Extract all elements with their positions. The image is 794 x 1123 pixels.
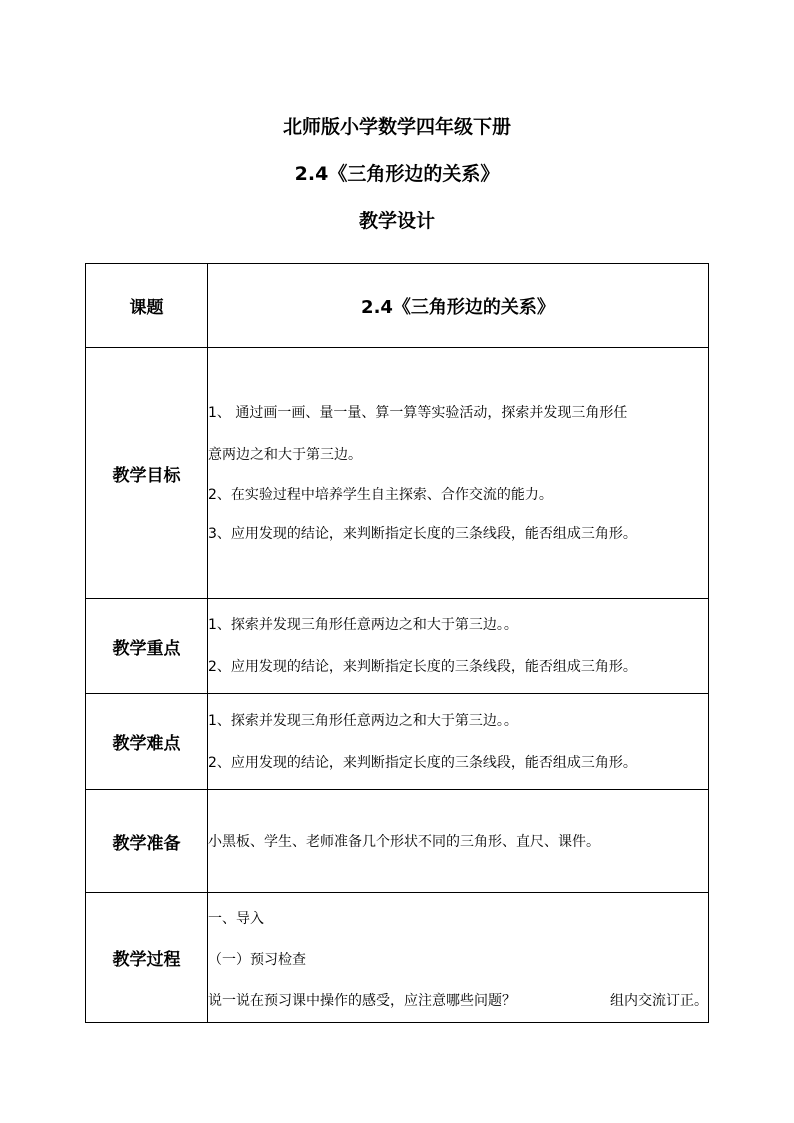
document-header [0, 104, 794, 245]
header-textbook: 北师版小学数学四年级下册 [282, 116, 511, 138]
goal-line: 3、应用发现的结论，来判断指定长度的三条线段，能否组成三角形。 [208, 526, 637, 542]
key-point-line: 2、应用发现的结论，来判断指定长度的三条线段，能否组成三角形。 [208, 659, 637, 675]
process-content [208, 893, 709, 1023]
process-question: 说一说在预习课中操作的感受，应注意哪些问题？ [208, 993, 516, 1009]
row-process [86, 893, 709, 1023]
process-line-discuss [208, 981, 708, 1022]
lesson-plan-table [85, 263, 709, 1023]
process-line-intro: 一、导入 [208, 911, 264, 927]
difficulties-label: 教学难点 [86, 694, 208, 790]
goal-line: 1、 通过画一画、量一量、算一算等实验活动，探索并发现三角形任 [208, 405, 628, 421]
process-group-note: 组内交流订正。 [610, 993, 708, 1009]
row-goals [86, 348, 709, 599]
key-points-label: 教学重点 [86, 599, 208, 694]
key-point-line: 1、探索并发现三角形任意两边之和大于第三边。。 [208, 617, 518, 633]
process-label: 教学过程 [86, 893, 208, 1023]
row-difficulties [86, 694, 709, 790]
goal-line: 2、在实验过程中培养学生自主探索、合作交流的能力。 [208, 487, 553, 503]
goal-line: 意两边之和大于第三边。 [208, 447, 362, 463]
row-preparation [86, 790, 709, 893]
goals-label: 教学目标 [86, 348, 208, 599]
process-line-preview: （一）预习检查 [208, 952, 306, 968]
row-topic [86, 264, 709, 348]
topic-label: 课题 [86, 264, 208, 348]
difficulty-line: 1、探索并发现三角形任意两边之和大于第三边。。 [208, 712, 518, 729]
preparation-content [208, 790, 709, 893]
preparation-label: 教学准备 [86, 790, 208, 893]
header-lesson-title: 2.4《三角形边的关系》 [294, 163, 500, 185]
difficulties-content [208, 694, 709, 790]
topic-value: 2.4《三角形边的关系》 [208, 264, 709, 348]
key-points-content [208, 599, 709, 694]
goals-content [208, 348, 709, 599]
header-doc-type: 教学设计 [358, 210, 435, 232]
difficulty-line: 2、应用发现的结论，来判断指定长度的三条线段，能否组成三角形。 [208, 754, 637, 771]
preparation-text: 小黑板、学生、老师准备几个形状不同的三角形、直尺、课件。 [208, 834, 600, 850]
row-key-points [86, 599, 709, 694]
